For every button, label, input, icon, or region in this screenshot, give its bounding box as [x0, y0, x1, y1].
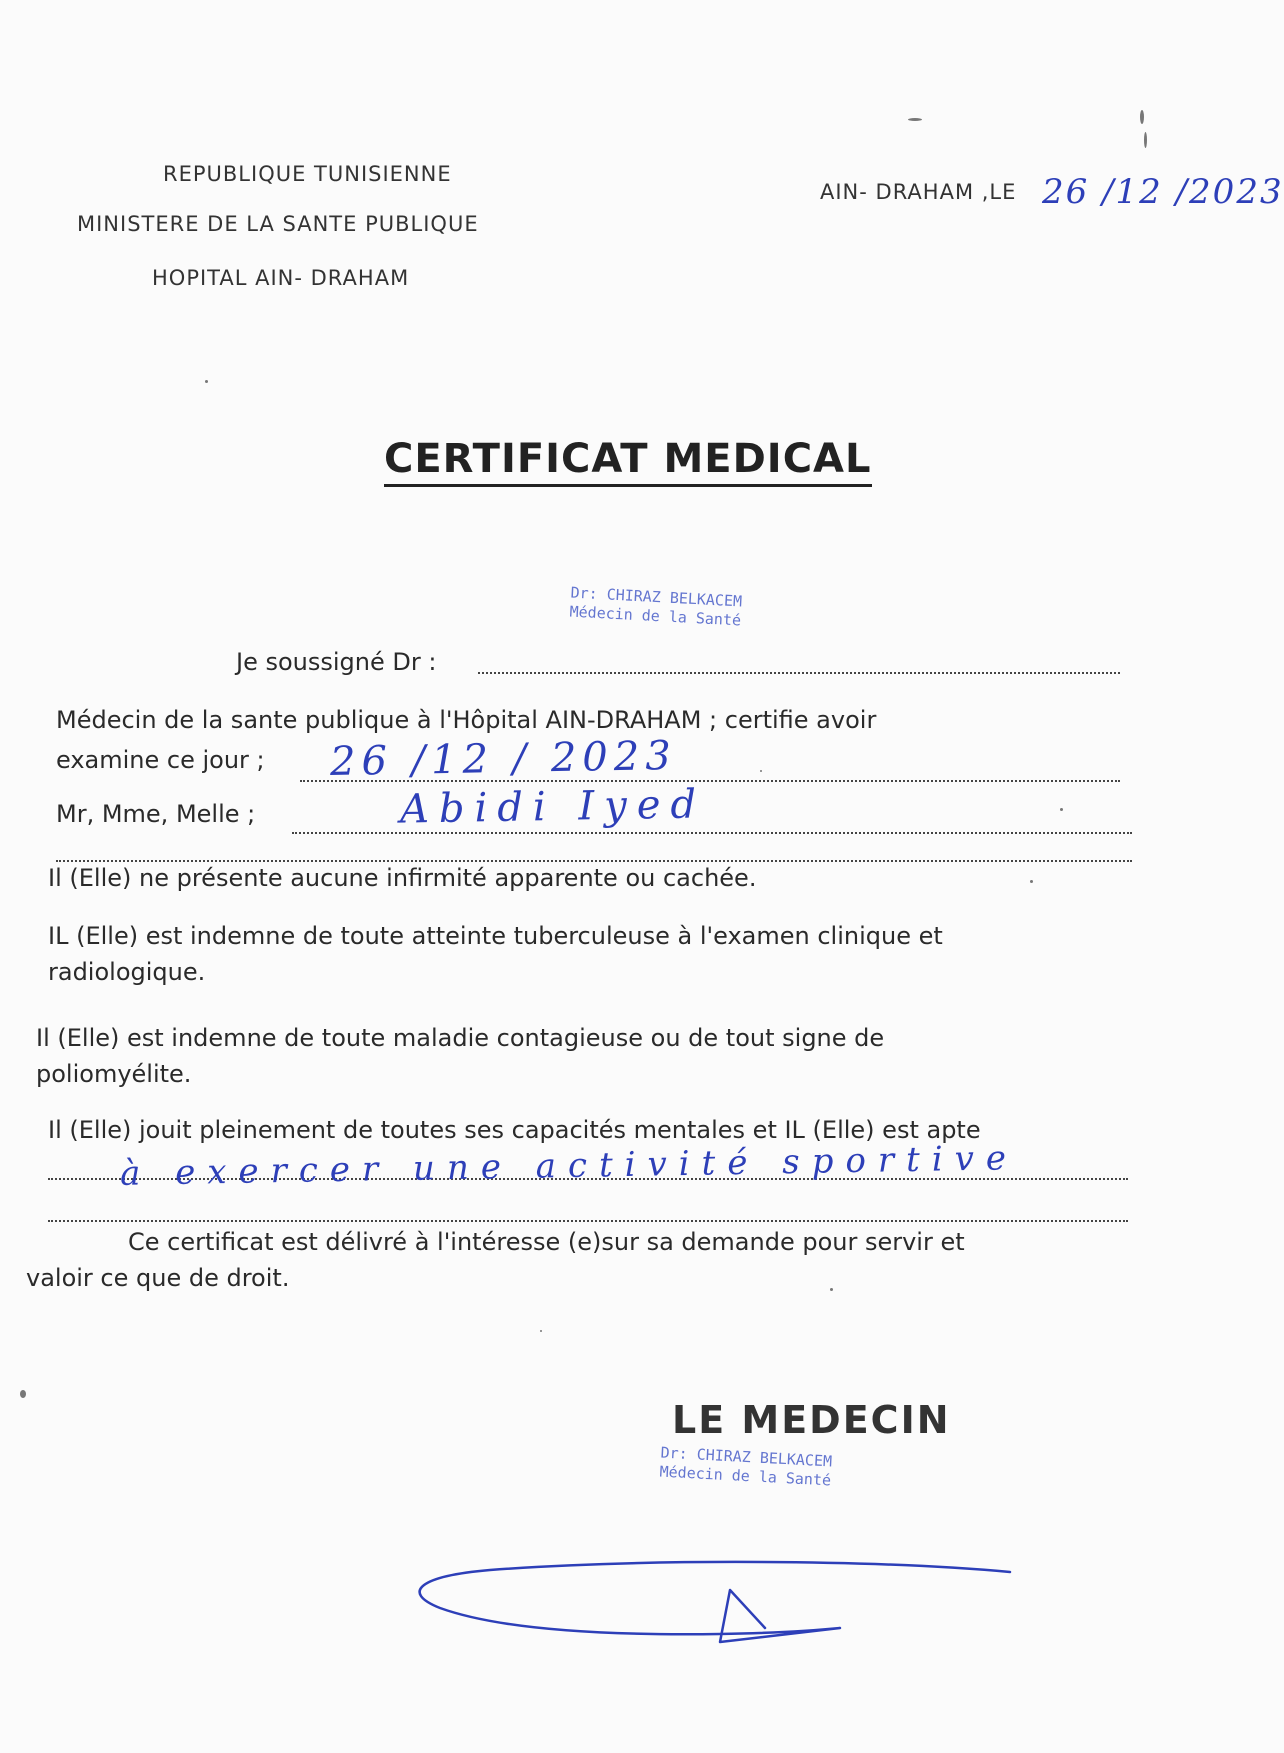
scan-speck [540, 1330, 542, 1332]
signature-scribble [400, 1530, 1020, 1670]
scan-speck [1140, 110, 1144, 124]
scan-speck [908, 118, 922, 121]
country-line: REPUBLIQUE TUNISIENNE [163, 162, 452, 186]
stamp-role-bottom: Médecin de la Santé [659, 1462, 832, 1490]
doctor-name-line [478, 670, 1120, 674]
examined-label: examine ce jour ; [56, 746, 265, 774]
stamp-name-bottom: Dr: CHIRAZ BELKACEM [660, 1443, 833, 1471]
place-date-label: AIN- DRAHAM ,LE [820, 180, 1017, 204]
statement-2a: IL (Elle) est indemne de toute atteinte tuberculeuse à l'examen clinique et [48, 922, 943, 950]
handwritten-fitness: à exercer une activité sportive [119, 1138, 1019, 1194]
statement-2b: radiologique. [48, 958, 206, 986]
page-title: CERTIFICAT MEDICAL [384, 436, 872, 487]
statement-3a: Il (Elle) est indemne de toute maladie contagieuse ou de tout signe de [36, 1024, 885, 1052]
stamp-role: Médecin de la Santé [569, 602, 742, 630]
scan-speck [20, 1390, 26, 1398]
statement-3b: poliomyélite. [36, 1060, 192, 1088]
statement-4a: Il (Elle) jouit pleinement de toutes ses capacités mentales et IL (Elle) est apte [48, 1116, 981, 1144]
person-label: Mr, Mme, Melle ; [56, 800, 256, 828]
scan-speck [1144, 132, 1147, 148]
date-line [1042, 172, 1284, 212]
fitness-line-2 [48, 1218, 1128, 1222]
hospital-line: HOPITAL AIN- DRAHAM [152, 266, 410, 290]
handwritten-exam-date: 26 /12 / 2023 [329, 732, 678, 786]
signature-title: LE MEDECIN [672, 1398, 951, 1442]
ministry-line: MINISTERE DE LA SANTE PUBLIQUE [77, 212, 479, 236]
handwritten-person-name: Abidi Iyed [399, 781, 707, 833]
closing-line-2: valoir ce que de droit. [26, 1264, 290, 1292]
stamp-name: Dr: CHIRAZ BELKACEM [570, 583, 743, 611]
scan-speck [1060, 808, 1063, 811]
doctor-stamp-top [569, 584, 742, 631]
extra-line [56, 858, 1132, 862]
closing-line-1: Ce certificat est délivré à l'intéresse (e)sur sa demande pour servir et [128, 1228, 965, 1256]
scan-speck [205, 380, 208, 383]
doctor-stamp-bottom [659, 1444, 832, 1491]
statement-1: Il (Elle) ne présente aucune infirmité apparente ou cachée. [48, 864, 757, 892]
scan-speck [830, 1288, 833, 1291]
scan-speck [760, 770, 762, 772]
undersigned-label: Je soussigné Dr : [236, 648, 437, 676]
body-line-2: Médecin de la sante publique à l'Hôpital AIN-DRAHAM ; certifie avoir [56, 706, 877, 734]
handwritten-date: 26 /12 /2023 [1042, 172, 1284, 212]
scan-speck [1030, 880, 1033, 883]
